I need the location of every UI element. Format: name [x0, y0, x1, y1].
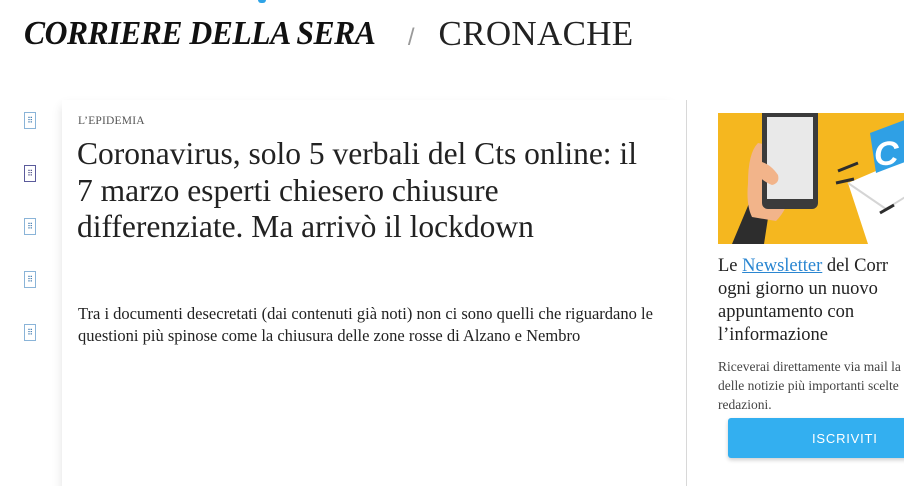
svg-text:C: C	[874, 135, 899, 173]
newsletter-title-suffix: del Corr	[822, 256, 889, 276]
column-divider	[686, 100, 687, 486]
share-icon[interactable]: ⠿	[24, 271, 36, 288]
share-icon[interactable]: ⠿	[24, 112, 36, 129]
corriere-logo[interactable]: CORRIERE DELLA SERA	[24, 15, 376, 52]
header-separator: /	[407, 24, 415, 51]
article-card[interactable]	[62, 100, 684, 486]
newsletter-text-line: Riceverai direttamente via mail la	[718, 359, 901, 374]
article-headline[interactable]: Coronavirus, solo 5 verbali del Cts online: il 7 marzo esperti chiesero chiusure differenziate. Ma arrivò il lockdown	[77, 136, 637, 244]
newsletter-title-prefix: Le	[718, 256, 743, 276]
article-overline: L’EPIDEMIA	[78, 115, 145, 127]
newsletter-title	[718, 255, 904, 347]
article-summary: Tra i documenti desecretati (dai contenuti già noti) non ci sono quelli che riguardano le questioni più spinose come la chiusura delle zone rosse di Alzano e Nembro	[78, 304, 653, 345]
newsletter-title-line: l’informazione	[718, 325, 828, 345]
newsletter-box	[718, 113, 904, 446]
newsletter-text-line: delle notizie più importanti scelte	[718, 378, 899, 393]
section-title[interactable]: CRONACHE	[438, 14, 634, 53]
phone-hand-icon	[718, 113, 904, 244]
top-accent-bar	[258, 0, 266, 3]
newsletter-illustration[interactable]	[718, 113, 904, 244]
newsletter-title-line: appuntamento con	[718, 302, 855, 322]
share-icon[interactable]: ⠿	[24, 218, 36, 235]
newsletter-title-line: ogni giorno un nuovo	[718, 279, 878, 299]
newsletter-link[interactable]: Newsletter	[742, 256, 823, 276]
newsletter-description	[718, 357, 904, 414]
share-icon[interactable]: ⠿	[24, 165, 36, 182]
share-bar	[24, 112, 40, 377]
masthead	[24, 12, 633, 56]
subscribe-button[interactable]: ISCRIVITI	[728, 418, 904, 458]
newsletter-text-line: redazioni.	[718, 397, 772, 412]
share-icon[interactable]: ⠿	[24, 324, 36, 341]
